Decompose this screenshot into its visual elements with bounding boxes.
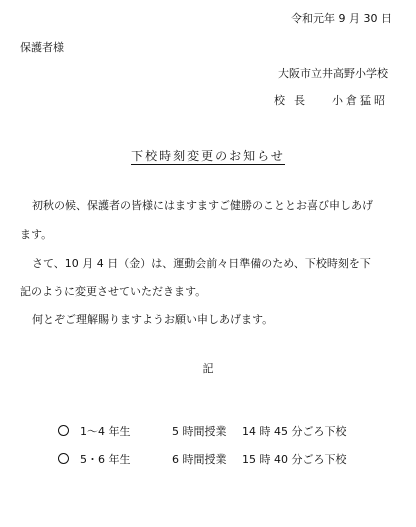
body-paragraph-3: 何とぞご理解賜りますようお願い申しあげます。 bbox=[32, 313, 274, 326]
body-paragraph-2-line-1: さて、10 月 4 日（金）は、運動会前々日準備のため、下校時刻を下 bbox=[32, 257, 371, 270]
circle-bullet-icon bbox=[58, 425, 69, 436]
principal-signature bbox=[274, 94, 388, 108]
schedule-period: 6 時間授業 bbox=[172, 453, 227, 466]
issue-date: 令和元年 9 月 30 日 bbox=[291, 12, 392, 25]
ki-heading: 記 bbox=[202, 362, 214, 375]
body-paragraph-1-line-1: 初秋の候、保護者の皆様にはますますご健勝のこととお喜び申しあげ bbox=[32, 199, 373, 212]
recipient: 保護者様 bbox=[20, 41, 64, 54]
school-name: 大阪市立井高野小学校 bbox=[278, 67, 388, 80]
circle-bullet-icon bbox=[58, 453, 69, 464]
schedule-grade: 5・6 年生 bbox=[80, 453, 131, 466]
schedule-period: 5 時間授業 bbox=[172, 425, 227, 438]
principal-name: 小倉猛昭 bbox=[332, 94, 388, 107]
schedule-dismissal-time: 15 時 40 分ごろ下校 bbox=[242, 453, 347, 466]
schedule-row bbox=[58, 425, 347, 439]
notice-title bbox=[0, 149, 416, 163]
notice-title-text: 下校時刻変更のお知らせ bbox=[131, 149, 285, 163]
body-paragraph-2-line-2: 記のように変更させていただきます。 bbox=[20, 285, 207, 298]
body-paragraph-1-line-2: ます。 bbox=[20, 228, 53, 241]
schedule-dismissal-time: 14 時 45 分ごろ下校 bbox=[242, 425, 347, 438]
schedule-grade: 1～4 年生 bbox=[80, 425, 131, 438]
principal-role: 校長 bbox=[274, 94, 314, 107]
schedule-row bbox=[58, 453, 347, 467]
